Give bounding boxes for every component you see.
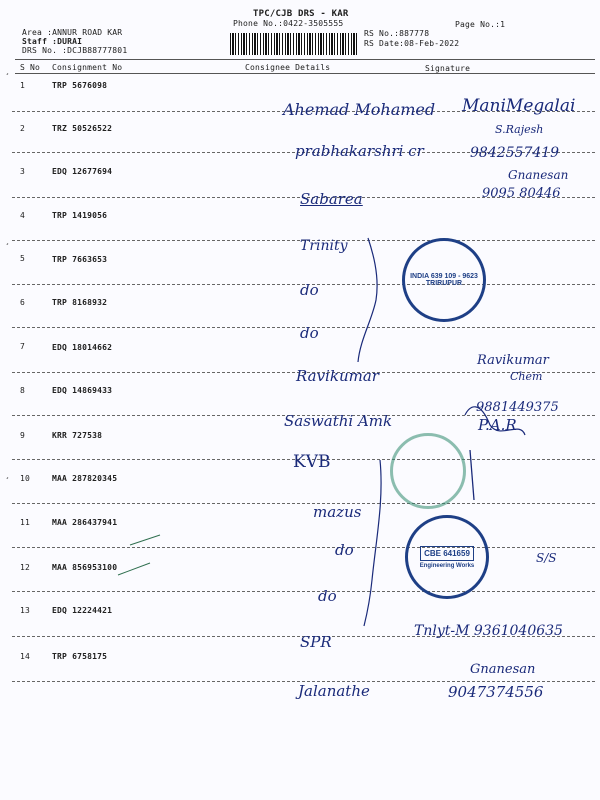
handwritten-signature: 9881449375 — [476, 400, 559, 415]
row-consignment: TRP 5676098 — [52, 81, 108, 90]
row-sno: 1 — [20, 81, 26, 90]
handwritten-signature: ManiMegalai — [462, 96, 576, 116]
row-sno: 14 — [20, 652, 31, 661]
document-title: TPC/CJB DRS - KAR — [253, 9, 349, 19]
handwritten-consignee: Jalanathe — [298, 682, 370, 700]
row-consignment: EDQ 14869433 — [52, 386, 113, 395]
row-sno: 4 — [20, 211, 26, 220]
margin-mark: ¸ — [5, 66, 11, 75]
row-sno: 2 — [20, 124, 26, 133]
rs-date: RS Date:08-Feb-2022 — [364, 39, 460, 48]
row-consignment: TRP 7663653 — [52, 255, 108, 264]
handwritten-signature: S.Rajesh — [495, 123, 544, 136]
handwritten-consignee: Saswathi Amk — [284, 412, 393, 430]
row-sno: 3 — [20, 167, 26, 176]
staff-label: Staff :DURAI — [22, 37, 83, 46]
rs-number: RS No.:887778 — [364, 29, 430, 38]
handwritten-consignee: KVB — [293, 452, 331, 472]
row-sno: 10 — [20, 474, 31, 483]
page-number: Page No.:1 — [455, 20, 506, 29]
row-sno: 12 — [20, 563, 31, 572]
handwritten-consignee: do — [335, 541, 354, 559]
phone-number: Phone No.:0422-3505555 — [233, 19, 344, 28]
margin-mark: ¸ — [5, 470, 11, 479]
handwritten-signature: Chem — [510, 370, 543, 383]
handwritten-signature: Gnanesan — [470, 662, 536, 677]
handwritten-consignee: Trinity — [300, 238, 348, 254]
row-consignment: TRZ 50526522 — [52, 124, 113, 133]
handwritten-signature: S/S — [536, 551, 557, 565]
faded-stamp — [390, 433, 466, 509]
handwritten-signature: P.A.R — [478, 416, 517, 434]
handwritten-consignee: Ahemad Mohamed — [283, 100, 436, 119]
col-header-sno: S No — [20, 63, 41, 72]
handwritten-consignee: Sabarea — [300, 190, 363, 208]
handwritten-signature: 9047374556 — [448, 683, 544, 701]
row-sno: 7 — [20, 342, 26, 351]
handwritten-consignee: mazus — [313, 503, 362, 521]
row-consignment: EDQ 12224421 — [52, 606, 113, 615]
handwritten-signature: 9095 80446 — [482, 186, 561, 201]
handwritten-consignee: SPR — [300, 633, 332, 651]
row-sno: 13 — [20, 606, 31, 615]
row-sno: 9 — [20, 431, 26, 440]
handwritten-signature: Gnanesan — [508, 168, 569, 182]
circular-stamp: CBE 641659 Engineering Works — [405, 515, 489, 599]
handwritten-signature: Tnlyt-M 9361040635 — [414, 623, 563, 639]
row-consignment: MAA 856953100 — [52, 563, 118, 572]
handwritten-consignee: do — [318, 587, 337, 605]
row-sno: 6 — [20, 298, 26, 307]
handwritten-signature: Ravikumar — [477, 353, 549, 368]
row-consignment: TRP 8168932 — [52, 298, 108, 307]
area-label: Area :ANNUR ROAD KAR — [22, 28, 123, 37]
row-consignment: EDQ 12677694 — [52, 167, 113, 176]
row-consignment: TRP 6758175 — [52, 652, 108, 661]
row-consignment: MAA 286437941 — [52, 518, 118, 527]
drs-number: DRS No. :DCJB88777801 — [22, 46, 128, 55]
row-sno: 5 — [20, 254, 26, 263]
handwritten-consignee: do — [300, 281, 319, 299]
col-header-consignment: Consignment No — [52, 63, 123, 72]
row-consignment: TRP 1419056 — [52, 211, 108, 220]
row-consignment: KRR 727538 — [52, 431, 103, 440]
margin-mark: ¸ — [5, 236, 11, 245]
circular-stamp: INDIA 639 109 - 9623 TRIRUPUR — [402, 238, 486, 322]
handwritten-signature: 9842557419 — [470, 145, 560, 161]
col-header-consignee: Consignee Details — [245, 63, 331, 72]
row-consignment: MAA 287820345 — [52, 474, 118, 483]
col-header-signature: Signature — [425, 64, 471, 73]
handwritten-consignee: Ravikumar — [296, 367, 379, 385]
handwritten-consignee: prabhakarshri cr — [295, 142, 424, 160]
row-consignment: EDQ 18014662 — [52, 343, 113, 352]
handwritten-consignee: do — [300, 324, 319, 342]
row-sno: 8 — [20, 386, 26, 395]
row-sno: 11 — [20, 518, 31, 527]
